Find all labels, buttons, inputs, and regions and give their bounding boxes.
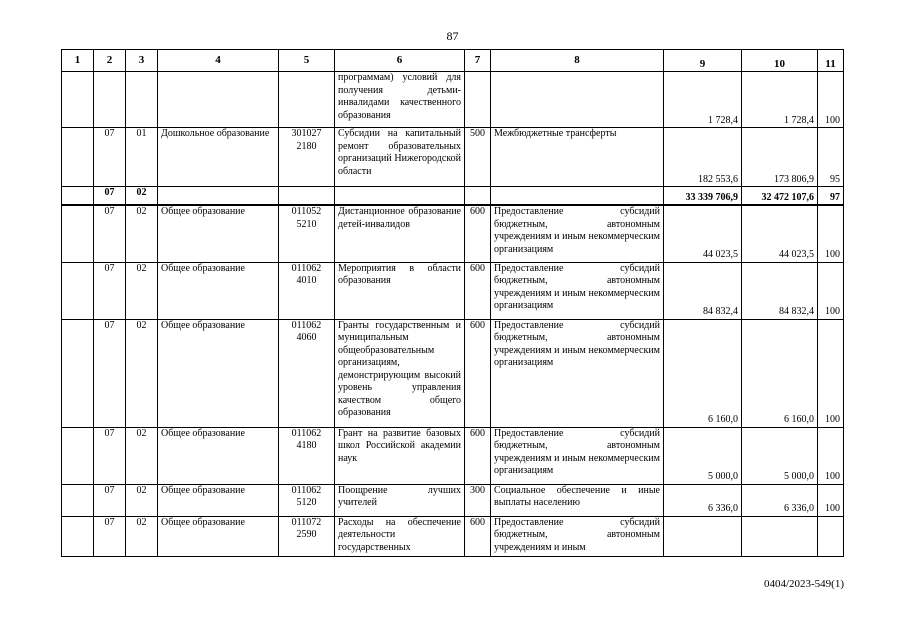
target-article: 011062 4010	[279, 262, 335, 319]
target-article: 011052 5210	[279, 205, 335, 262]
target-article: 011062 4180	[279, 427, 335, 484]
expense-type-code: 600	[465, 262, 491, 319]
header-row	[62, 50, 844, 72]
section-name: Общее образование	[158, 319, 279, 427]
execution-percent: 100	[818, 427, 844, 484]
expense-description	[335, 187, 465, 206]
planned-amount	[664, 516, 742, 556]
subsection-code: 02	[126, 205, 158, 262]
subsection-code: 02	[126, 262, 158, 319]
target-article	[279, 187, 335, 206]
header-cell: 11	[818, 50, 844, 72]
target-article: 301027 2180	[279, 128, 335, 187]
subsection-code: 02	[126, 319, 158, 427]
expense-description: Субсидии на капитальный ремонт образовательных организаций Нижегородской области	[335, 128, 465, 187]
table-row	[62, 262, 844, 319]
subsection-code: 01	[126, 128, 158, 187]
executed-amount: 6 336,0	[742, 484, 818, 516]
expense-type-name	[491, 72, 664, 128]
execution-percent: 97	[818, 187, 844, 206]
section-name: Общее образование	[158, 427, 279, 484]
subtotal-row	[62, 187, 844, 206]
header-cell: 6	[335, 50, 465, 72]
header-cell: 9	[664, 50, 742, 72]
section-code: 07	[94, 516, 126, 556]
expense-description: Гранты государственным и муниципальным общеобразовательным организациям, демонстрирующим высокий уровень управления качеством общего образования	[335, 319, 465, 427]
header-cell: 7	[465, 50, 491, 72]
table-row	[62, 128, 844, 187]
table-row	[62, 427, 844, 484]
execution-percent: 100	[818, 205, 844, 262]
executed-amount	[742, 516, 818, 556]
executed-amount: 84 832,4	[742, 262, 818, 319]
section-name: Общее образование	[158, 205, 279, 262]
expense-type-name: Предоставление субсидий бюджетным, автономным учреждениям и иным некоммерческим организациям	[491, 205, 664, 262]
expense-type-name: Предоставление субсидий бюджетным, автономным учреждениям и иным некоммерческим организациям	[491, 262, 664, 319]
section-code: 07	[94, 187, 126, 206]
section-code: 07	[94, 319, 126, 427]
subsection-code	[126, 72, 158, 128]
subsection-code: 02	[126, 516, 158, 556]
planned-amount: 6 160,0	[664, 319, 742, 427]
expense-type-name: Межбюджетные трансферты	[491, 128, 664, 187]
table-row	[62, 205, 844, 262]
table-row	[62, 516, 844, 556]
expense-description: Грант на развитие базовых школ Российской академии наук	[335, 427, 465, 484]
expense-description: Поощрение лучших учителей	[335, 484, 465, 516]
table-row	[62, 72, 844, 128]
subsection-code: 02	[126, 427, 158, 484]
section-code: 07	[94, 205, 126, 262]
section-code: 07	[94, 262, 126, 319]
table-row	[62, 484, 844, 516]
expense-description: Мероприятия в области образования	[335, 262, 465, 319]
section-name	[158, 72, 279, 128]
planned-amount: 44 023,5	[664, 205, 742, 262]
document-code: 0404/2023-549(1)	[763, 578, 844, 590]
planned-amount: 33 339 706,9	[664, 187, 742, 206]
header-cell: 5	[279, 50, 335, 72]
planned-amount: 1 728,4	[664, 72, 742, 128]
executed-amount: 32 472 107,6	[742, 187, 818, 206]
executed-amount: 6 160,0	[742, 319, 818, 427]
subsection-code: 02	[126, 187, 158, 206]
expense-type-code: 600	[465, 205, 491, 262]
expense-type-code: 600	[465, 516, 491, 556]
planned-amount: 182 553,6	[664, 128, 742, 187]
execution-percent: 100	[818, 319, 844, 427]
section-name: Общее образование	[158, 484, 279, 516]
expense-type-code	[465, 72, 491, 128]
execution-percent	[818, 516, 844, 556]
expense-type-name: Предоставление субсидий бюджетным, автономным учреждениям и иным некоммерческим организациям	[491, 427, 664, 484]
expense-description: Дистанционное образование детей-инвалидов	[335, 205, 465, 262]
header-cell: 2	[94, 50, 126, 72]
expense-description: Расходы на обеспечение деятельности государственных	[335, 516, 465, 556]
target-article	[279, 72, 335, 128]
expense-type-code: 600	[465, 319, 491, 427]
section-code: 07	[94, 128, 126, 187]
section-code	[94, 72, 126, 128]
expense-type-code: 500	[465, 128, 491, 187]
section-code: 07	[94, 484, 126, 516]
section-code: 07	[94, 427, 126, 484]
table-row	[62, 319, 844, 427]
planned-amount: 6 336,0	[664, 484, 742, 516]
execution-percent: 100	[818, 72, 844, 128]
budget-table	[61, 49, 844, 557]
header-cell: 10	[742, 50, 818, 72]
expense-type-name: Социальное обеспечение и иные выплаты населению	[491, 484, 664, 516]
expense-type-name: Предоставление субсидий бюджетным, автономным учреждениям и иным некоммерческим организациям	[491, 319, 664, 427]
subsection-code: 02	[126, 484, 158, 516]
execution-percent: 100	[818, 484, 844, 516]
page-number: 87	[446, 29, 459, 43]
execution-percent: 100	[818, 262, 844, 319]
header-cell: 8	[491, 50, 664, 72]
section-name: Дошкольное образование	[158, 128, 279, 187]
section-name: Общее образование	[158, 516, 279, 556]
planned-amount: 84 832,4	[664, 262, 742, 319]
planned-amount: 5 000,0	[664, 427, 742, 484]
expense-type-code	[465, 187, 491, 206]
executed-amount: 5 000,0	[742, 427, 818, 484]
header-cell: 1	[62, 50, 94, 72]
header-cell: 3	[126, 50, 158, 72]
section-name	[158, 187, 279, 206]
expense-type-code: 600	[465, 427, 491, 484]
execution-percent: 95	[818, 128, 844, 187]
executed-amount: 44 023,5	[742, 205, 818, 262]
target-article: 011072 2590	[279, 516, 335, 556]
target-article: 011062 4060	[279, 319, 335, 427]
executed-amount: 173 806,9	[742, 128, 818, 187]
executed-amount: 1 728,4	[742, 72, 818, 128]
header-cell: 4	[158, 50, 279, 72]
expense-type-name: Предоставление субсидий бюджетным, автономным учреждениям и иным	[491, 516, 664, 556]
expense-type-code: 300	[465, 484, 491, 516]
expense-description: программам) условий для получения детьми-инвалидами качественного образования	[335, 72, 465, 128]
section-name: Общее образование	[158, 262, 279, 319]
expense-type-name	[491, 187, 664, 206]
target-article: 011062 5120	[279, 484, 335, 516]
